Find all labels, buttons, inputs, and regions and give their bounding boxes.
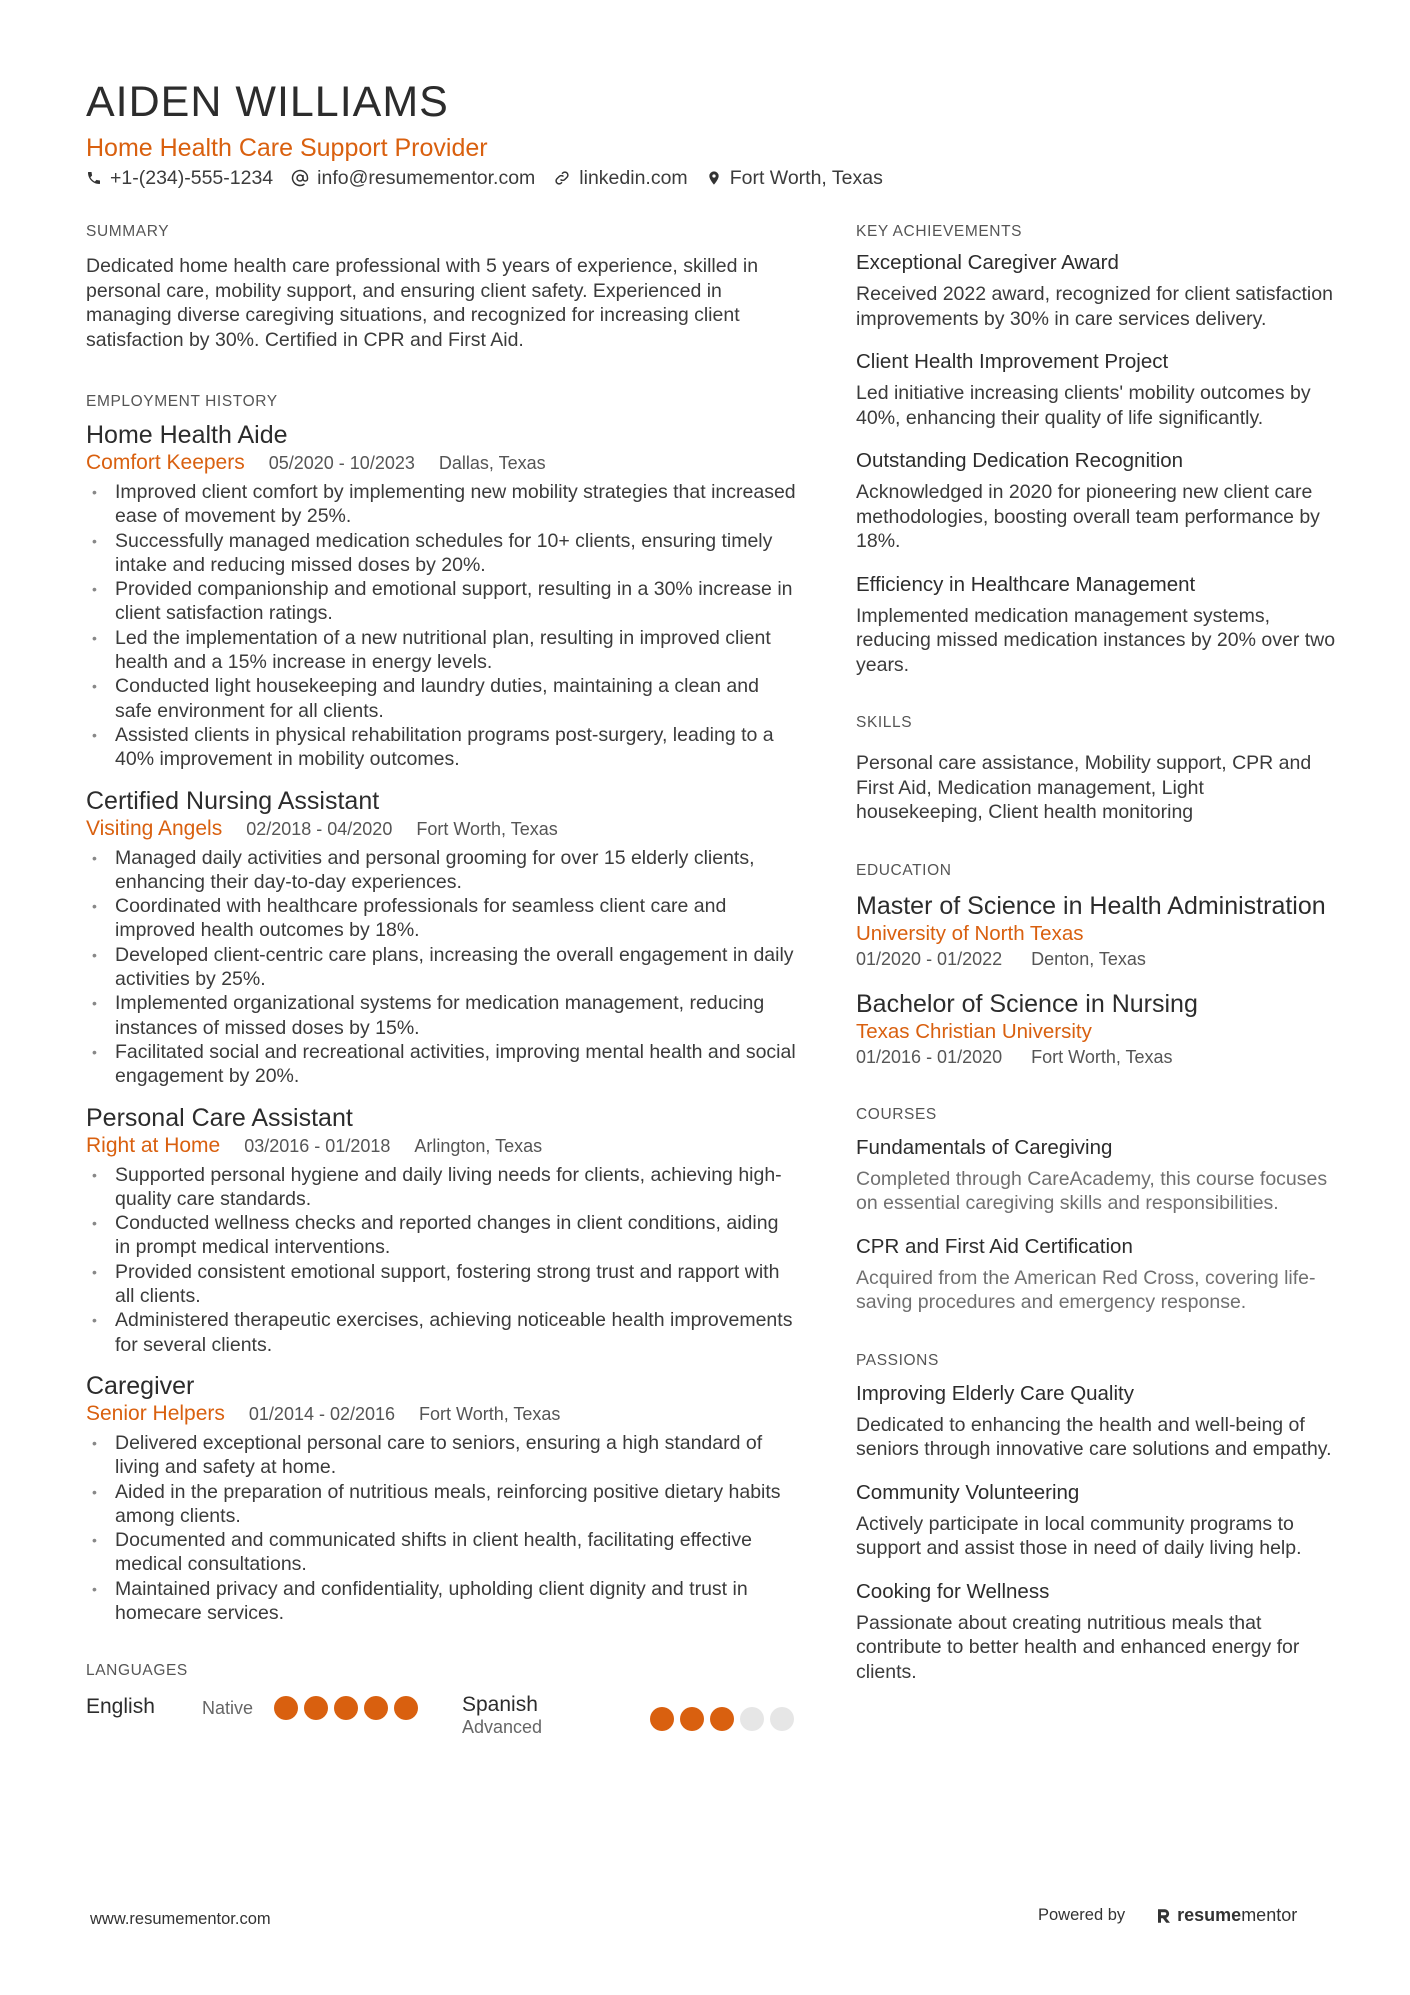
language-english-level <box>202 1698 253 1719</box>
job-bullet: • Provided companionship and emotional support, resulting in a 30% increase in client satisfaction ratings. <box>86 577 798 626</box>
achievements-section <box>856 222 1336 677</box>
achievement-text: Acknowledged in 2020 for pioneering new client care methodologies, boosting overall team performance by 18%. <box>856 481 1320 552</box>
education-dates: 01/2016 - 01/2020 <box>856 1046 1003 1067</box>
course-text: Acquired from the American Red Cross, covering life-saving procedures and emergency response. <box>856 1266 1316 1313</box>
job-dates: 03/2016 - 01/2018 <box>244 1135 391 1156</box>
achievement-title: Exceptional Caregiver Award <box>856 251 1119 274</box>
job-bullet: • Administered therapeutic exercises, achieving noticeable health improvements for several clients. <box>86 1308 798 1357</box>
languages-section <box>86 1661 798 1755</box>
resumementor-logo-icon <box>1155 1907 1173 1925</box>
course-title: CPR and First Aid Certification <box>856 1234 1133 1258</box>
job-bullet: • Coordinated with healthcare professionals for seamless client care and improved health outcomes by 18%. <box>86 894 798 943</box>
job-dates: 02/2018 - 04/2020 <box>246 818 393 839</box>
candidate-name: AIDEN WILLIAMS <box>86 78 449 126</box>
language-name: English <box>86 1695 155 1719</box>
passion-item <box>856 1381 1336 1462</box>
job-company: Right at Home <box>86 1133 221 1157</box>
job-title: Home Health Aide <box>86 421 288 449</box>
language-spanish <box>462 1693 542 1738</box>
courses-section <box>856 1105 1336 1315</box>
job-bullet: • Conducted wellness checks and reported changes in client conditions, aiding in prompt medical interventions. <box>86 1211 798 1260</box>
language-name: Spanish <box>462 1693 538 1717</box>
passion-text: Passionate about creating nutritious meals that contribute to better health and enhanced energy for clients. <box>856 1611 1300 1683</box>
job-entry <box>86 786 798 1089</box>
course-text: Completed through CareAcademy, this course focuses on essential caregiving skills and responsibilities. <box>856 1167 1328 1214</box>
passion-title: Community Volunteering <box>856 1480 1080 1504</box>
job-bullets <box>86 1163 798 1357</box>
education-degree: Master of Science in Health Administration <box>856 891 1326 920</box>
achievement-text: Implemented medication management systems, reducing missed medication instances by 20% over two years. <box>856 604 1336 676</box>
education-dates: 01/2020 - 01/2022 <box>856 948 1003 969</box>
education-location: Denton, Texas <box>1031 948 1146 969</box>
job-company: Visiting Angels <box>86 816 223 840</box>
candidate-title: Home Health Care Support Provider <box>86 134 488 162</box>
job-entry <box>86 420 798 772</box>
contact-email[interactable] <box>291 167 535 190</box>
at-sign-icon <box>291 169 309 187</box>
education-school: Texas Christian University <box>856 1019 1092 1043</box>
passion-item <box>856 1579 1336 1685</box>
job-bullet: • Successfully managed medication schedules for 10+ clients, ensuring timely intake and reducing missed doses by 20%. <box>86 529 798 578</box>
education-meta <box>856 947 1336 971</box>
summary-heading: SUMMARY <box>86 223 170 240</box>
passion-item <box>856 1480 1336 1561</box>
footer-website[interactable]: www.resumementor.com <box>90 1910 271 1928</box>
job-bullets <box>86 480 798 772</box>
language-rating <box>274 1696 424 1720</box>
languages-heading: LANGUAGES <box>86 1662 188 1680</box>
rating-dot-filled <box>650 1707 674 1731</box>
rating-dot-filled <box>304 1696 328 1720</box>
achievement-item <box>856 572 1336 678</box>
job-bullet: • Delivered exceptional personal care to seniors, ensuring a high standard of living and safety at home. <box>86 1431 798 1480</box>
summary-text: Dedicated home health care professional with 5 years of experience, skilled in personal care, mobility support, and ensuring client safety. Experienced in managing diverse caregiving situations, and recognized for increasing client satisfaction by 30%. Certified in CPR and First Aid. <box>86 255 759 351</box>
passion-title: Improving Elderly Care Quality <box>856 1381 1134 1405</box>
job-title: Personal Care Assistant <box>86 1103 353 1132</box>
job-bullet: • Improved client comfort by implementing new mobility strategies that increased ease of movement by 25%. <box>86 480 798 529</box>
right-column <box>856 222 1336 1720</box>
job-bullet: • Assisted clients in physical rehabilitation programs post-surgery, leading to a 40% improvement in mobility outcomes. <box>86 723 798 772</box>
job-location: Fort Worth, Texas <box>416 818 558 839</box>
job-meta <box>86 816 798 842</box>
job-location: Arlington, Texas <box>414 1135 543 1156</box>
map-pin-icon <box>706 169 722 187</box>
job-bullets <box>86 1431 798 1625</box>
languages-row <box>86 1695 798 1755</box>
education-section <box>856 861 1336 1069</box>
left-column <box>86 222 798 1755</box>
rating-dot-empty <box>740 1707 764 1731</box>
course-title: Fundamentals of Caregiving <box>856 1135 1113 1159</box>
education-location: Fort Worth, Texas <box>1031 1046 1173 1067</box>
passion-title: Cooking for Wellness <box>856 1579 1050 1603</box>
education-heading: EDUCATION <box>856 861 952 879</box>
language-level: Advanced <box>462 1717 543 1738</box>
achievement-text: Led initiative increasing clients' mobility outcomes by 40%, enhancing their quality of life significantly. <box>856 382 1311 429</box>
contact-phone <box>86 167 273 190</box>
email-text: info@resumementor.com <box>317 166 536 189</box>
achievement-title: Client Health Improvement Project <box>856 350 1169 373</box>
powered-by-label: Powered by <box>1038 1906 1126 1924</box>
education-school: University of North Texas <box>856 921 1084 945</box>
brand-bold: resume <box>1177 1905 1242 1925</box>
course-item <box>856 1234 1336 1315</box>
passion-text: Dedicated to enhancing the health and well-being of seniors through innovative care solutions and empathy. <box>856 1413 1332 1460</box>
job-title: Certified Nursing Assistant <box>86 786 380 815</box>
achievement-item <box>856 250 1336 331</box>
achievements-heading: KEY ACHIEVEMENTS <box>856 223 1023 240</box>
courses-heading: COURSES <box>856 1105 937 1123</box>
job-bullet: • Facilitated social and recreational activities, improving mental health and social engagement by 20%. <box>86 1040 798 1089</box>
job-bullet: • Developed client-centric care plans, increasing the overall engagement in daily activities by 25%. <box>86 943 798 992</box>
location-text: Fort Worth, Texas <box>729 166 883 189</box>
rating-dot-filled <box>334 1696 358 1720</box>
job-location: Fort Worth, Texas <box>419 1403 561 1424</box>
rating-dot-filled <box>394 1696 418 1720</box>
job-bullet: • Led the implementation of a new nutritional plan, resulting in improved client health and a 15% increase in energy levels. <box>86 626 798 675</box>
achievement-text: Received 2022 award, recognized for client satisfaction improvements by 30% in care services delivery. <box>856 283 1333 330</box>
job-company: Comfort Keepers <box>86 451 245 474</box>
passions-section <box>856 1351 1336 1685</box>
link-icon <box>553 169 571 187</box>
linkedin-text: linkedin.com <box>579 166 688 189</box>
job-bullet: • Aided in the preparation of nutritious meals, reinforcing positive dietary habits among clients. <box>86 1480 798 1529</box>
rating-dot-filled <box>364 1696 388 1720</box>
job-location: Dallas, Texas <box>438 453 546 473</box>
rating-dot-filled <box>710 1707 734 1731</box>
brand-logo[interactable] <box>1155 1905 1297 1926</box>
education-item <box>856 989 1336 1069</box>
job-meta <box>86 450 798 476</box>
phone-text: +1-(234)-555-1234 <box>110 166 274 189</box>
contact-bar <box>86 164 901 192</box>
job-bullet: • Implemented organizational systems for medication management, reducing instances of missed doses by 15%. <box>86 991 798 1040</box>
job-entry <box>86 1103 798 1357</box>
employment-heading: EMPLOYMENT HISTORY <box>86 393 278 410</box>
achievement-item <box>856 448 1336 554</box>
phone-icon <box>86 170 102 186</box>
employment-section <box>86 392 798 1625</box>
achievement-title: Outstanding Dedication Recognition <box>856 449 1184 472</box>
job-bullet: • Maintained privacy and confidentiality, upholding client dignity and trust in homecare services. <box>86 1577 798 1626</box>
job-meta <box>86 1133 798 1159</box>
contact-linkedin[interactable] <box>553 167 687 190</box>
skills-text: Personal care assistance, Mobility support, CPR and First Aid, Medication management, Light housekeeping, Client health monitoring <box>856 752 1312 823</box>
job-meta <box>86 1401 798 1427</box>
passion-text: Actively participate in local community programs to support and assist those in need of daily living help. <box>856 1512 1302 1559</box>
passions-heading: PASSIONS <box>856 1351 939 1369</box>
job-bullet: • Conducted light housekeeping and laundry duties, maintaining a clean and safe environment for all clients. <box>86 674 798 723</box>
achievement-item <box>856 349 1336 430</box>
education-degree: Bachelor of Science in Nursing <box>856 989 1198 1018</box>
job-bullet: • Managed daily activities and personal grooming for over 15 elderly clients, enhancing their day-to-day experiences. <box>86 846 798 895</box>
rating-dot-empty <box>770 1707 794 1731</box>
skills-section <box>856 713 1336 825</box>
footer-powered-by <box>1038 1905 1297 1926</box>
job-dates: 01/2014 - 02/2016 <box>248 1403 396 1424</box>
job-dates: 05/2020 - 10/2023 <box>268 453 415 473</box>
job-bullet: • Supported personal hygiene and daily living needs for clients, achieving high-quality care standards. <box>86 1163 798 1212</box>
contact-location <box>706 167 883 190</box>
brand-light: mentor <box>1241 1905 1298 1925</box>
job-bullet: • Provided consistent emotional support, fostering strong trust and rapport with all clients. <box>86 1260 798 1309</box>
job-bullet: • Documented and communicated shifts in client health, facilitating effective medical consultations. <box>86 1528 798 1577</box>
job-company: Senior Helpers <box>86 1401 225 1425</box>
summary-section <box>86 222 798 352</box>
language-level: Native <box>202 1698 254 1719</box>
education-item <box>856 891 1336 971</box>
job-entry <box>86 1371 798 1625</box>
rating-dot-filled <box>680 1707 704 1731</box>
achievement-title: Efficiency in Healthcare Management <box>856 572 1196 596</box>
language-english <box>86 1695 155 1719</box>
language-rating <box>650 1707 800 1731</box>
skills-heading: SKILLS <box>856 714 913 731</box>
education-meta <box>856 1045 1336 1069</box>
rating-dot-filled <box>274 1696 298 1720</box>
course-item <box>856 1135 1336 1216</box>
job-title: Caregiver <box>86 1371 195 1400</box>
job-bullets <box>86 846 798 1089</box>
